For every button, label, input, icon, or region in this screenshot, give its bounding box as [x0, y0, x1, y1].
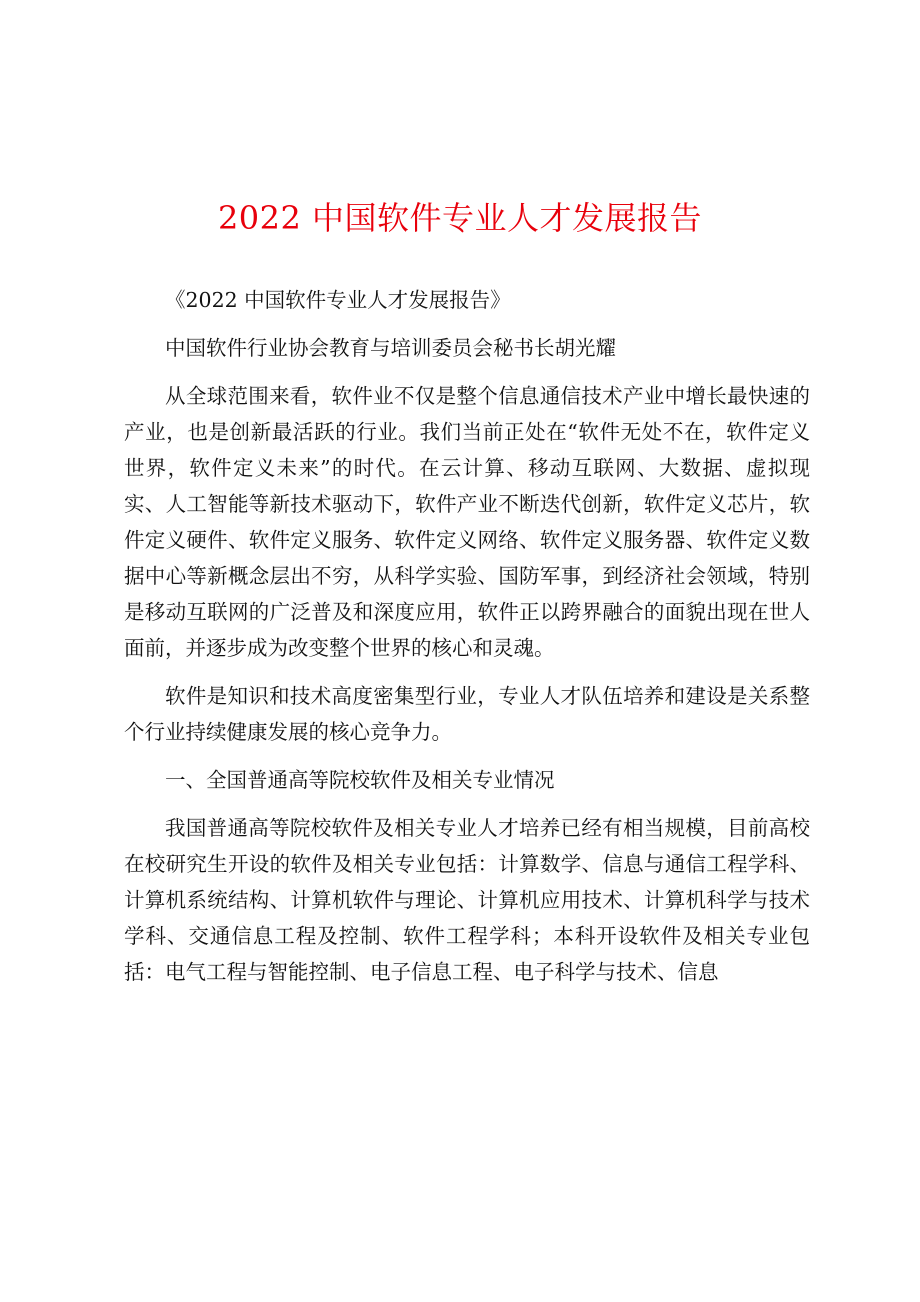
document-title: 2022 中国软件专业人才发展报告 — [217, 199, 703, 237]
report-name-paragraph: 《2022 中国软件专业人才发展报告》 — [165, 288, 511, 312]
document-body — [124, 282, 810, 990]
body-paragraph: 软件是知识和技术高度密集型行业，专业人才队伍培养和建设是关系整个行业持续健康发展的核心竞争力。 — [124, 684, 810, 744]
section-heading: 一、全国普通高等院校软件及相关专业情况 — [165, 768, 555, 792]
author-paragraph: 中国软件行业协会教育与培训委员会秘书长胡光耀 — [165, 336, 616, 360]
body-paragraph: 我国普通高等院校软件及相关专业人才培养已经有相当规模，目前高校在校研究生开设的软件及相关专业包括：计算数学、信息与通信工程学科、计算机系统结构、计算机软件与理论、计算机应用技术、计算机科学与技术学科、交通信息工程及控制、软件工程学科；本科开设软件及相关专业包括：电气工程与智能控制、电子信息工程、电子科学与技术、信息 — [124, 816, 810, 984]
body-paragraph: 从全球范围来看，软件业不仅是整个信息通信技术产业中增长最快速的产业，也是创新最活跃的行业。我们当前正处在“软件无处不在，软件定义世界，软件定义未来”的时代。在云计算、移动互联网、大数据、虚拟现实、人工智能等新技术驱动下，软件产业不断迭代创新，软件定义芯片，软件定义硬件、软件定义服务、软件定义网络、软件定义服务器、软件定义数据中心等新概念层出不穷，从科学实验、国防军事，到经济社会领域，特别是移动互联网的广泛普及和深度应用，软件正以跨界融合的面貌出现在世人面前，并逐步成为改变整个世界的核心和灵魂。 — [124, 384, 810, 660]
